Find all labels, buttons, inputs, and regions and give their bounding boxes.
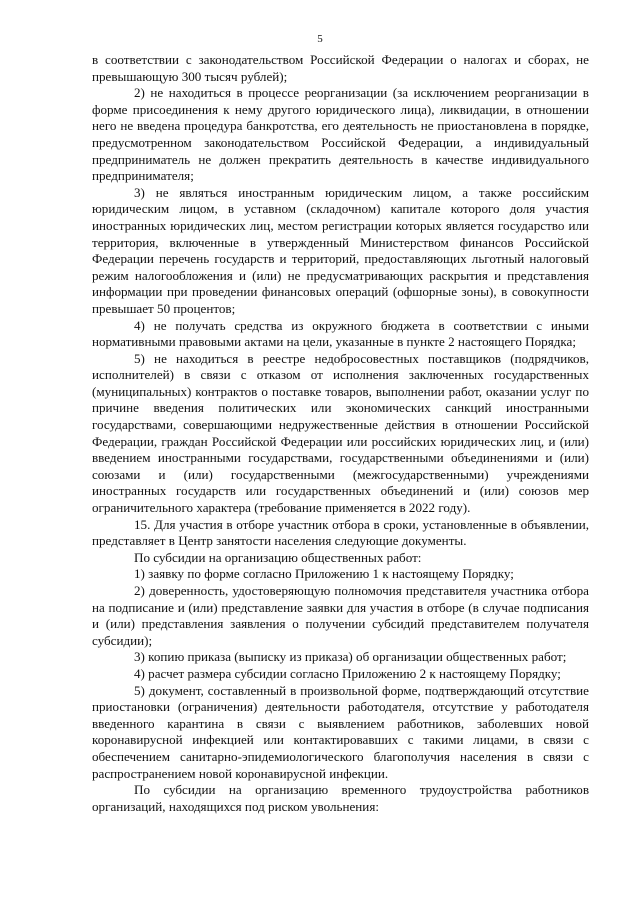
- paragraph-doc-5: 5) документ, составленный в произвольной форме, подтверждающий отсутствие приостановки (ограничения) деятельности работодателя, отсутствие у работодателя введенного карантина в связи с выявлением работников, заболевших новой коронавирусной инфекцией или контактировавших с такими лицами, в связи с обеспечением санитарно-эпидемиологического благополучия населения в связи с распространением новой коронавирусной инфекции.: [92, 682, 589, 781]
- paragraph-section-15: 15. Для участия в отборе участник отбора в сроки, установленные в объявлении, представляет в Центр занятости населения следующие документы.: [92, 516, 589, 549]
- document-body: [92, 52, 589, 815]
- paragraph-item-3: 3) не являться иностранным юридическим лицом, а также российским юридическим лицом, в уставном (складочном) капитале которого доля участия иностранных юридических лиц, местом регистрации которых является государство или территория, включенные в утвержденный Министерством финансов Российской Федерации перечень государств и территорий, предоставляющих льготный налоговый режим налогообложения и (или) не предусматривающих раскрытия и представления информации при проведении финансовых операций (офшорные зоны), в совокупности превышает 50 процентов;: [92, 184, 589, 316]
- paragraph-temporary-employment-heading: По субсидии на организацию временного трудоустройства работников организаций, находящихся под риском увольнения:: [92, 782, 589, 814]
- paragraph-item-5: 5) не находиться в реестре недобросовестных поставщиков (подрядчиков, исполнителей) в связи с отказом от исполнения заключенных государственных (муниципальных) контрактов о поставке товаров, выполнении работ, оказании услуг по причине введения политических или экономических санкций иностранными государствами, совершающими недружественные действия в отношении Российской Федерации, граждан Российской Федерации или российских юридических лиц, и (или) введением иностранными государствами, государственными объединениями и (или) союзами и (или) государственными (межгосударственными) учреждениями иностранных государств или государственных объединений и (или) союзов мер ограничительного характера (требование применяется в 2022 году).: [92, 350, 589, 516]
- page-number: 5: [317, 33, 323, 45]
- paragraph-doc-1: 1) заявку по форме согласно Приложению 1 к настоящему Порядку;: [134, 566, 514, 582]
- paragraph-doc-3: 3) копию приказа (выписку из приказа) об организации общественных работ;: [134, 649, 567, 665]
- paragraph-doc-4: 4) расчет размера субсидии согласно Приложению 2 к настоящему Порядку;: [134, 665, 561, 681]
- paragraph-item-4: 4) не получать средства из окружного бюджета в соответствии с иными нормативными правовыми актами на цели, указанные в пункте 2 настоящего Порядка;: [92, 317, 589, 350]
- paragraph-doc-2: 2) доверенность, удостоверяющую полномочия представителя участника отбора на подписание и (или) представление заявки для участия в отборе (в случае подписания и (или) представления заявления о получении субсидий представителем получателя субсидии);: [92, 583, 589, 648]
- paragraph-item-2: 2) не находиться в процессе реорганизации (за исключением реорганизации в форме присоединения к нему другого юридического лица), ликвидации, в отношении него не введена процедура банкротства, его деятельность не приостановлена в порядке, предусмотренном законодательством Российской Федерации, а индивидуальный предприниматель не должен прекратить деятельность в качестве индивидуального предпринимателя;: [92, 85, 589, 184]
- paragraph-public-works-heading: По субсидии на организацию общественных работ:: [134, 549, 422, 565]
- paragraph-continuation: в соответствии с законодательством Российской Федерации о налогах и сборах, не превышающую 300 тысяч рублей);: [92, 52, 589, 84]
